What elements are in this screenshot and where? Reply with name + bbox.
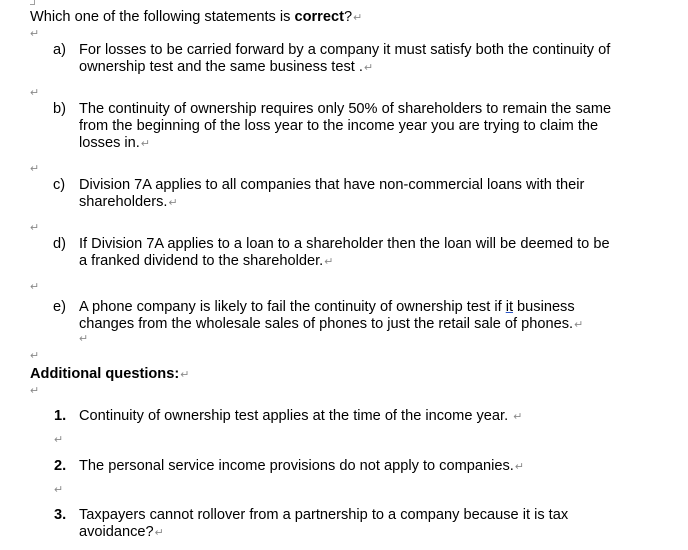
option-d-line-2: a franked dividend to the shareholder.↵ — [79, 253, 334, 269]
paragraph-mark-icon: ↵ — [514, 461, 525, 473]
option-b-label: b) — [53, 101, 66, 117]
paragraph-mark-icon: ↵ — [363, 62, 374, 74]
option-a-line-2: ownership test and the same business test .↵ — [79, 59, 374, 75]
paragraph-mark-icon: ↵ — [30, 163, 40, 175]
question-text: Which one of the following statements is correct?↵ — [30, 9, 363, 25]
option-e-line-2: changes from the wholesale sales of phones to just the retail sale of phones.↵ — [79, 316, 584, 332]
question-3-line-2: avoidance?↵ — [79, 524, 164, 540]
question-3-label: 3. — [54, 507, 67, 523]
option-a-label: a) — [53, 42, 66, 58]
question-3-line-1: Taxpayers cannot rollover from a partnership to a company because it is tax — [79, 507, 569, 523]
option-b-line-3: losses in.↵ — [79, 135, 151, 151]
paragraph-mark-icon: ↵ — [154, 527, 164, 539]
additional-questions-heading: Additional questions:↵ — [30, 366, 190, 382]
option-d-line-1: If Division 7A applies to a loan to a shareholder then the loan will be deemed to be — [79, 236, 610, 252]
paragraph-mark-icon: ↵ — [324, 256, 334, 268]
paragraph-mark-icon: ↵ — [54, 434, 64, 446]
option-c-label: c) — [53, 177, 66, 193]
underlined-word: it — [505, 299, 513, 315]
option-e-line-1: A phone company is likely to fail the continuity of ownership test if it business — [79, 299, 575, 315]
option-b-line-2: from the beginning of the loss year to the income year you are trying to claim the — [79, 118, 599, 134]
option-d-label: d) — [53, 236, 66, 252]
paragraph-mark-icon: ↵ — [30, 385, 40, 397]
paragraph-mark-icon: ↵ — [513, 411, 523, 423]
paragraph-mark-icon: ↵ — [180, 369, 190, 381]
paragraph-mark-icon: ↵ — [30, 281, 40, 293]
option-a-line-1: For losses to be carried forward by a company it must satisfy both the continuity of — [79, 42, 611, 58]
paragraph-mark-icon: ↵ — [30, 222, 40, 234]
paragraph-mark-icon: ↵ — [140, 138, 151, 150]
question-2-label: 2. — [54, 458, 67, 474]
question-2-text: The personal service income provisions do not apply to companies.↵ — [79, 458, 525, 474]
paragraph-mark-icon: ↵ — [353, 12, 363, 24]
option-c-line-1: Division 7A applies to all companies that have non-commercial loans with their — [79, 177, 585, 193]
paragraph-mark-icon: ↵ — [168, 197, 178, 209]
margin-corner-mark — [30, 0, 35, 5]
question-1-label: 1. — [54, 408, 67, 424]
option-b-line-1: The continuity of ownership requires only 50% of shareholders to remain the same — [79, 101, 612, 117]
paragraph-mark-icon: ↵ — [30, 28, 40, 40]
paragraph-mark-icon: ↵ — [30, 350, 40, 362]
paragraph-mark-icon: ↵ — [574, 319, 584, 331]
paragraph-mark-icon: ↵ — [30, 87, 40, 99]
option-e-label: e) — [53, 299, 66, 315]
paragraph-mark-icon: ↵ — [54, 484, 64, 496]
question-1-text: Continuity of ownership test applies at the time of the income year. ↵ — [79, 408, 523, 424]
option-c-line-2: shareholders.↵ — [79, 194, 178, 210]
paragraph-mark-icon: ↵ — [79, 333, 89, 345]
